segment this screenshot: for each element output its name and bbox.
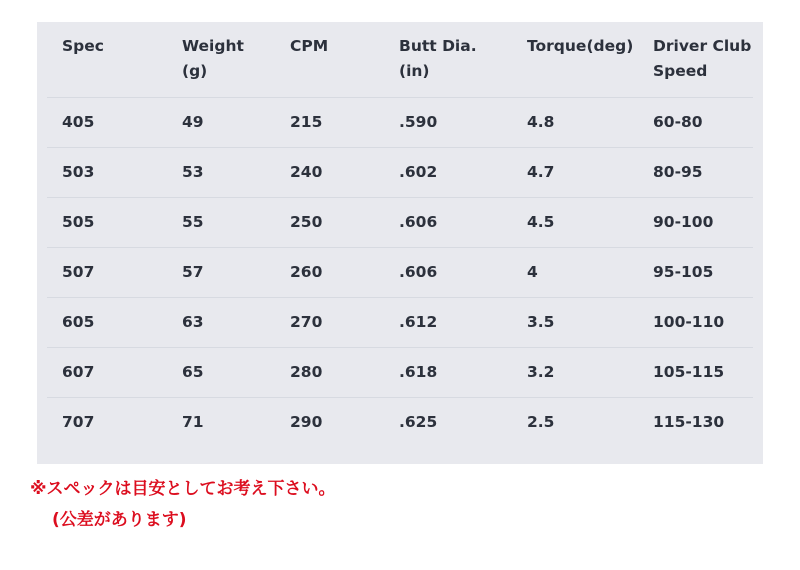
table-cell: .625 bbox=[399, 413, 438, 431]
table-row bbox=[37, 347, 763, 397]
spec-table bbox=[37, 22, 763, 464]
table-cell: 60-80 bbox=[653, 113, 703, 131]
table-cell: 115-130 bbox=[653, 413, 725, 431]
table-cell: 80-95 bbox=[653, 163, 703, 181]
table-cell: 55 bbox=[182, 213, 204, 231]
disclaimer-line-1: ※スペックは目安としてお考え下さい。 bbox=[30, 479, 336, 499]
table-cell: .606 bbox=[399, 213, 438, 231]
table-cell: .612 bbox=[399, 313, 438, 331]
header-row bbox=[37, 22, 763, 97]
table-row bbox=[37, 247, 763, 297]
table-cell: 4 bbox=[527, 263, 538, 281]
table-cell: .606 bbox=[399, 263, 438, 281]
table-cell: 3.5 bbox=[527, 313, 555, 331]
table-cell: 290 bbox=[290, 413, 323, 431]
column-header: Torque(deg) bbox=[527, 37, 634, 55]
table-cell: 607 bbox=[62, 363, 95, 381]
table-cell: 503 bbox=[62, 163, 95, 181]
table-cell: 405 bbox=[62, 113, 95, 131]
table-row bbox=[37, 297, 763, 347]
table-cell: 605 bbox=[62, 313, 95, 331]
disclaimer-note bbox=[30, 474, 336, 536]
table-cell: 707 bbox=[62, 413, 95, 431]
column-header: Driver Club Speed bbox=[653, 37, 752, 80]
table-cell: 65 bbox=[182, 363, 204, 381]
disclaimer-line-2: (公差があります) bbox=[52, 510, 187, 530]
table-cell: 270 bbox=[290, 313, 323, 331]
table-cell: 95-105 bbox=[653, 263, 714, 281]
table-row bbox=[37, 397, 763, 447]
table-cell: 507 bbox=[62, 263, 95, 281]
table-cell: 260 bbox=[290, 263, 323, 281]
table-cell: 57 bbox=[182, 263, 204, 281]
table-row bbox=[37, 197, 763, 247]
column-header: CPM bbox=[290, 37, 329, 55]
table-row bbox=[37, 147, 763, 197]
table-cell: 49 bbox=[182, 113, 204, 131]
table-cell: .602 bbox=[399, 163, 438, 181]
table-cell: 215 bbox=[290, 113, 323, 131]
table-cell: 240 bbox=[290, 163, 323, 181]
table-cell: 280 bbox=[290, 363, 323, 381]
column-header: Weight (g) bbox=[182, 37, 244, 80]
table-cell: 4.5 bbox=[527, 213, 555, 231]
column-header: Butt Dia. (in) bbox=[399, 37, 477, 80]
table-cell: 2.5 bbox=[527, 413, 555, 431]
table-cell: 63 bbox=[182, 313, 204, 331]
table-cell: 105-115 bbox=[653, 363, 725, 381]
table-body bbox=[37, 97, 763, 447]
table-cell: 505 bbox=[62, 213, 95, 231]
table-cell: 3.2 bbox=[527, 363, 555, 381]
table-cell: 90-100 bbox=[653, 213, 714, 231]
table-cell: .618 bbox=[399, 363, 438, 381]
table-cell: 250 bbox=[290, 213, 323, 231]
table-cell: .590 bbox=[399, 113, 438, 131]
column-header: Spec bbox=[62, 37, 104, 55]
table-cell: 4.7 bbox=[527, 163, 555, 181]
table-cell: 53 bbox=[182, 163, 204, 181]
table-cell: 100-110 bbox=[653, 313, 725, 331]
table-cell: 4.8 bbox=[527, 113, 555, 131]
table-row bbox=[37, 97, 763, 147]
table-cell: 71 bbox=[182, 413, 204, 431]
